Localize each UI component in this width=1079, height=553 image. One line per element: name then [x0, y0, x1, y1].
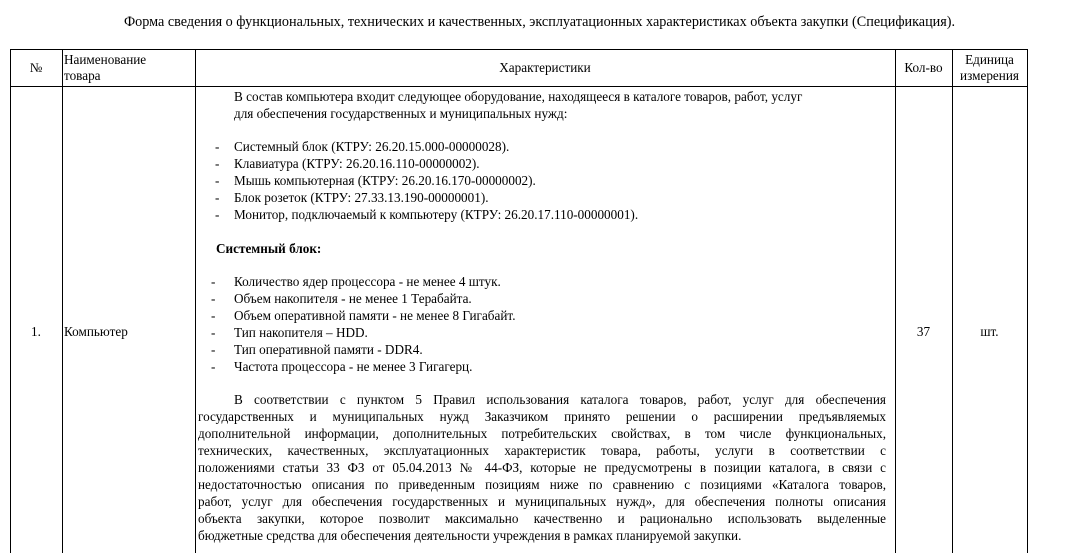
equipment-item: Клавиатура (КТРУ: 26.20.16.110-00000002). [234, 156, 480, 171]
header-unit-line1: Единица [965, 52, 1014, 67]
list-dash: - [215, 139, 220, 154]
column-divider-num [62, 49, 63, 553]
column-divider-characteristics [895, 49, 896, 553]
spec-item: Частота процессора - не менее 3 Гигагерц. [234, 359, 473, 374]
row-quantity: 37 [916, 324, 931, 339]
header-qty: Кол-во [904, 60, 943, 75]
row-num: 1. [31, 324, 41, 339]
table-right-border [1027, 49, 1028, 553]
intro-line-1: В состав компьютера входит следующее оборудование, находящееся в каталоге товаров, работ, услуг [234, 89, 803, 104]
list-dash: - [215, 173, 220, 188]
section-title-system-unit: Системный блок: [216, 241, 322, 256]
header-name-line2: товара [64, 68, 101, 83]
document-title: Форма сведения о функциональных, технических и качественных, эксплуатационных характеристиках объекта закупки (Спецификация). [123, 14, 956, 30]
list-dash: - [215, 207, 220, 222]
list-dash: - [211, 291, 216, 306]
header-name-line1: Наименование [64, 52, 147, 67]
spec-item: Тип накопителя – HDD. [234, 325, 368, 340]
equipment-item: Мышь компьютерная (КТРУ: 26.20.16.170-00000002). [234, 173, 536, 188]
table-header-bottom-border [10, 86, 1028, 87]
header-num: № [29, 60, 43, 75]
column-divider-name [195, 49, 196, 553]
spec-item: Тип оперативной памяти - DDR4. [234, 342, 423, 357]
paragraph-line: дополнительной информации, дополнительных потребительских свойствах, в том числе функциональных, [198, 426, 886, 441]
spec-item: Объем оперативной памяти - не менее 8 Гигабайт. [234, 308, 516, 323]
header-characteristics: Характеристики [499, 60, 591, 75]
paragraph-line: положениями статьи 33 ФЗ от 05.04.2013 № 44-ФЗ, которые не предусмотрены в позиции каталога, в связи с [198, 460, 886, 475]
header-unit-line2: измерения [960, 68, 1019, 83]
row-unit: шт. [980, 324, 999, 339]
list-dash: - [215, 156, 220, 171]
spec-item: Объем накопителя - не менее 1 Терабайта. [234, 291, 472, 306]
spec-item: Количество ядер процессора - не менее 4 штук. [234, 274, 501, 289]
list-dash: - [211, 342, 216, 357]
list-dash: - [211, 308, 216, 323]
paragraph-line: работ, услуг для обеспечения государственных и муниципальных нужд», для обеспечения полноты описания [198, 494, 886, 509]
list-dash: - [211, 359, 216, 374]
paragraph-line: технических, качественных, эксплуатационных характеристик товара, работы, услуги в соответствии с [198, 443, 886, 458]
list-dash: - [215, 190, 220, 205]
paragraph-line: бюджетные средства для обеспечения деятельности учреждения в рамках планируемой закупки. [198, 528, 742, 543]
paragraph-line: государственных и муниципальных нужд Заказчиком принято решении о расширении предъявляемых [198, 409, 886, 424]
paragraph-line: недостаточностью описания по приведенным позициям ниже по сравнению с позициями «Каталога товаров, [198, 477, 886, 492]
equipment-item: Монитор, подключаемый к компьютеру (КТРУ: 26.20.17.110-00000001). [234, 207, 639, 222]
equipment-item: Блок розеток (КТРУ: 27.33.13.190-00000001). [234, 190, 489, 205]
table-left-border [10, 49, 11, 553]
table-top-border [10, 49, 1028, 50]
intro-line-2: для обеспечения государственных и муниципальных нужд: [234, 106, 568, 121]
paragraph-line: В соответствии с пунктом 5 Правил использования каталога товаров, работ, услуг для обеспечения [234, 392, 886, 407]
list-dash: - [211, 325, 216, 340]
column-divider-qty [952, 49, 953, 553]
row-item-name: Компьютер [64, 324, 128, 339]
paragraph-line: объекта закупки, которое позволит максимально качественно и рационально использовать выделенные [198, 511, 886, 526]
list-dash: - [211, 274, 216, 289]
equipment-item: Системный блок (КТРУ: 26.20.15.000-00000028). [234, 139, 510, 154]
